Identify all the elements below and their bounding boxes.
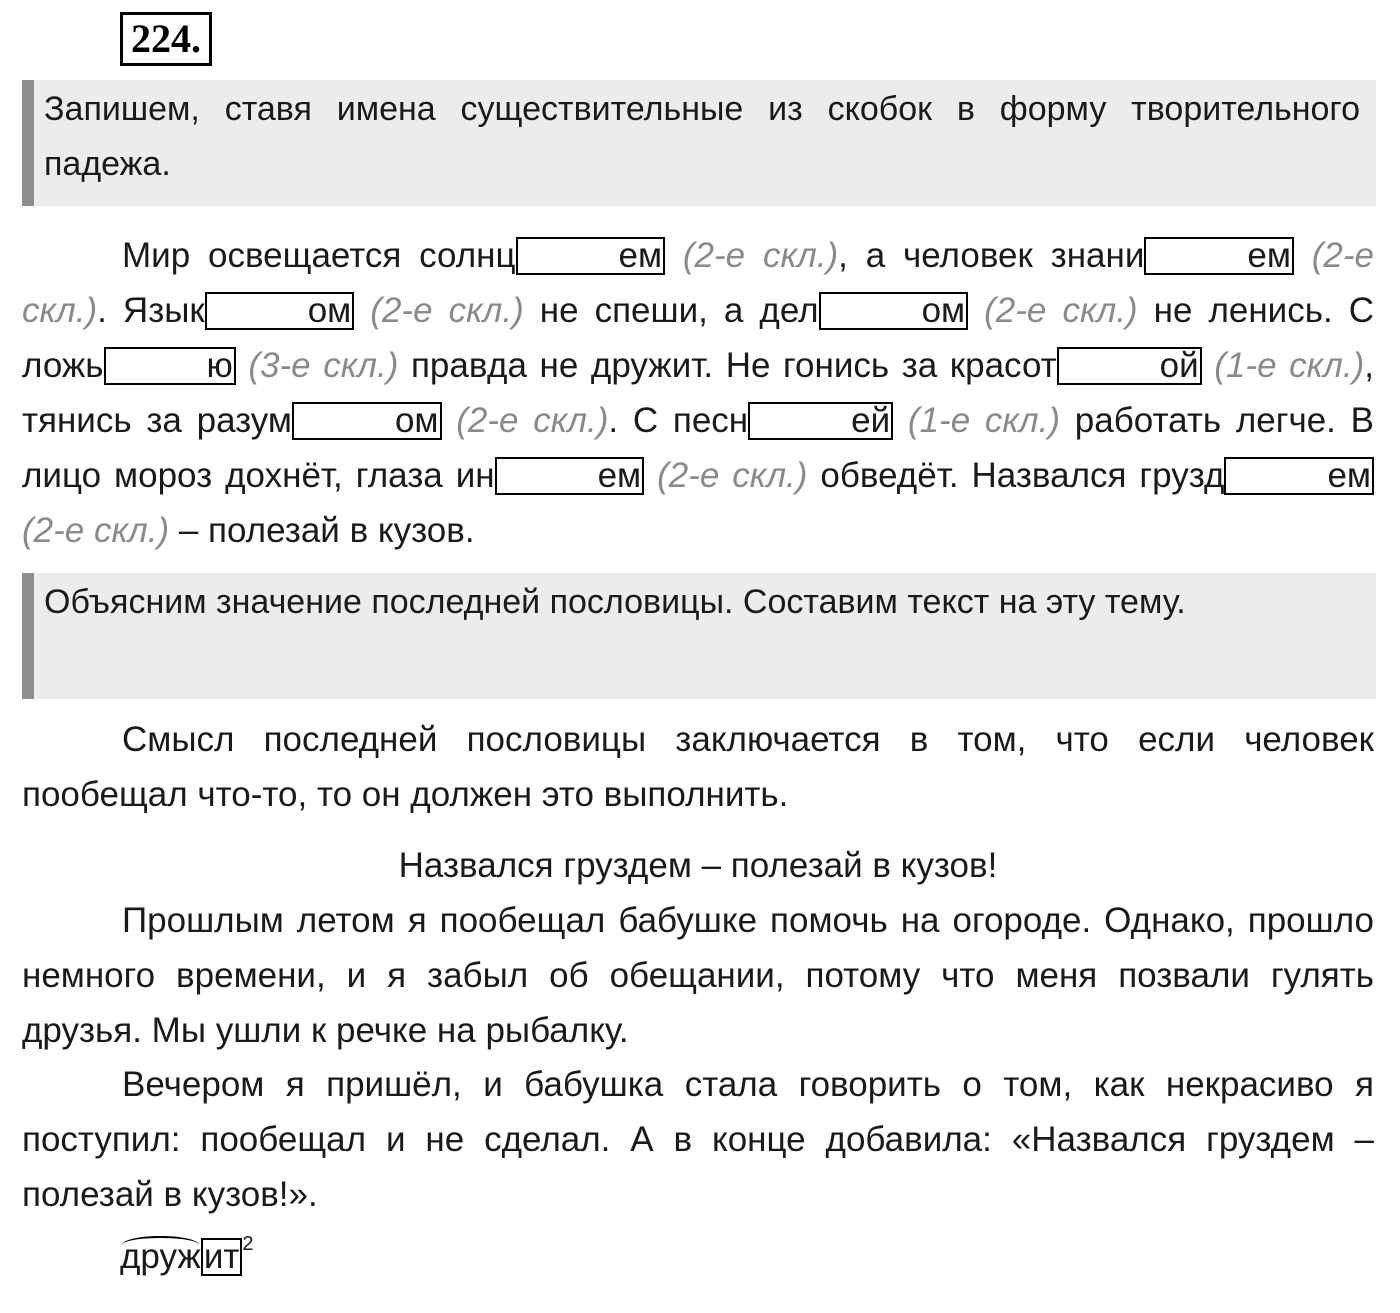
declension-note: (2-е скл.) <box>682 236 839 275</box>
declension-note: (2-е скл.) <box>657 456 808 495</box>
story-paragraph-2: Вечером я пришёл, и бабушка стала говорить о том, как некрасиво я поступил: пообещал и не сделал. А в конце добавила: «Назвался груздем – полезай в кузов!». <box>22 1065 1374 1214</box>
declension-note: (2-е скл.) <box>22 511 170 550</box>
conjugation-mark: 2 <box>242 1233 254 1255</box>
ending-box: ем <box>495 457 645 495</box>
story-title: Назвался груздем – полезай в кузов! <box>398 846 998 885</box>
ending-box: ом <box>292 402 442 440</box>
declension-note: (2-е скл.) <box>370 291 524 330</box>
ending-box: ой <box>1057 347 1202 385</box>
ending-box: ем <box>516 237 666 275</box>
ending-box: ом <box>819 292 969 330</box>
exercise-number: 224. <box>120 12 212 66</box>
declension-note: (2-е скл.) <box>22 236 1374 330</box>
word-root: друж <box>120 1232 201 1282</box>
ending-box: ей <box>748 402 893 440</box>
ending-box: ем <box>1224 457 1374 495</box>
declension-note: (2-е скл.) <box>456 401 609 440</box>
declension-note: (1-е скл.) <box>907 401 1061 440</box>
declension-note: (2-е скл.) <box>984 291 1138 330</box>
story-paragraph-1: Прошлым летом я пообещал бабушке помочь на огороде. Однако, прошло немного времени, и я забыл об обещании, потому что меня позвали гулять друзья. Мы ушли к речке на рыбалку. <box>22 901 1374 1050</box>
meaning-paragraph: Смысл последней пословицы заключается в том, что если человек пообещал что-то, то он должен это выполнить. <box>22 720 1374 814</box>
task-instruction-2: Объясним значение последней пословицы. Составим текст на эту тему. <box>22 573 1376 699</box>
ending-box: ю <box>104 347 236 385</box>
word-parse <box>120 1232 254 1287</box>
ending-box: ом <box>205 292 355 330</box>
declension-note: (1-е скл.) <box>1214 346 1365 385</box>
task-instruction-1: Запишем, ставя имена существительные из скобок в форму творительного падежа. <box>22 80 1376 206</box>
declension-note: (3-е скл.) <box>248 346 399 385</box>
ending-box: ем <box>1144 237 1294 275</box>
corrected-proverbs: Мир освещается солнц ем (2-е скл.), а человек знани ем (2-е скл.). Язык ом (2-е скл.) не спеши, а дел ом (2-е скл.) не ленись. С ложь ю (3-е скл.) правда не дружит. Не гонись за красот ой (1-е скл.), тянись за разум ом (2-е скл.). С песн ей (1-е скл.) работать легче. В лицо мороз дохнёт, глаза ин ем (2-е скл.) обведёт. Назвался грузд ем (2-е скл.) – полезай в кузов. <box>22 236 1375 550</box>
word-ending: ит <box>201 1238 243 1276</box>
